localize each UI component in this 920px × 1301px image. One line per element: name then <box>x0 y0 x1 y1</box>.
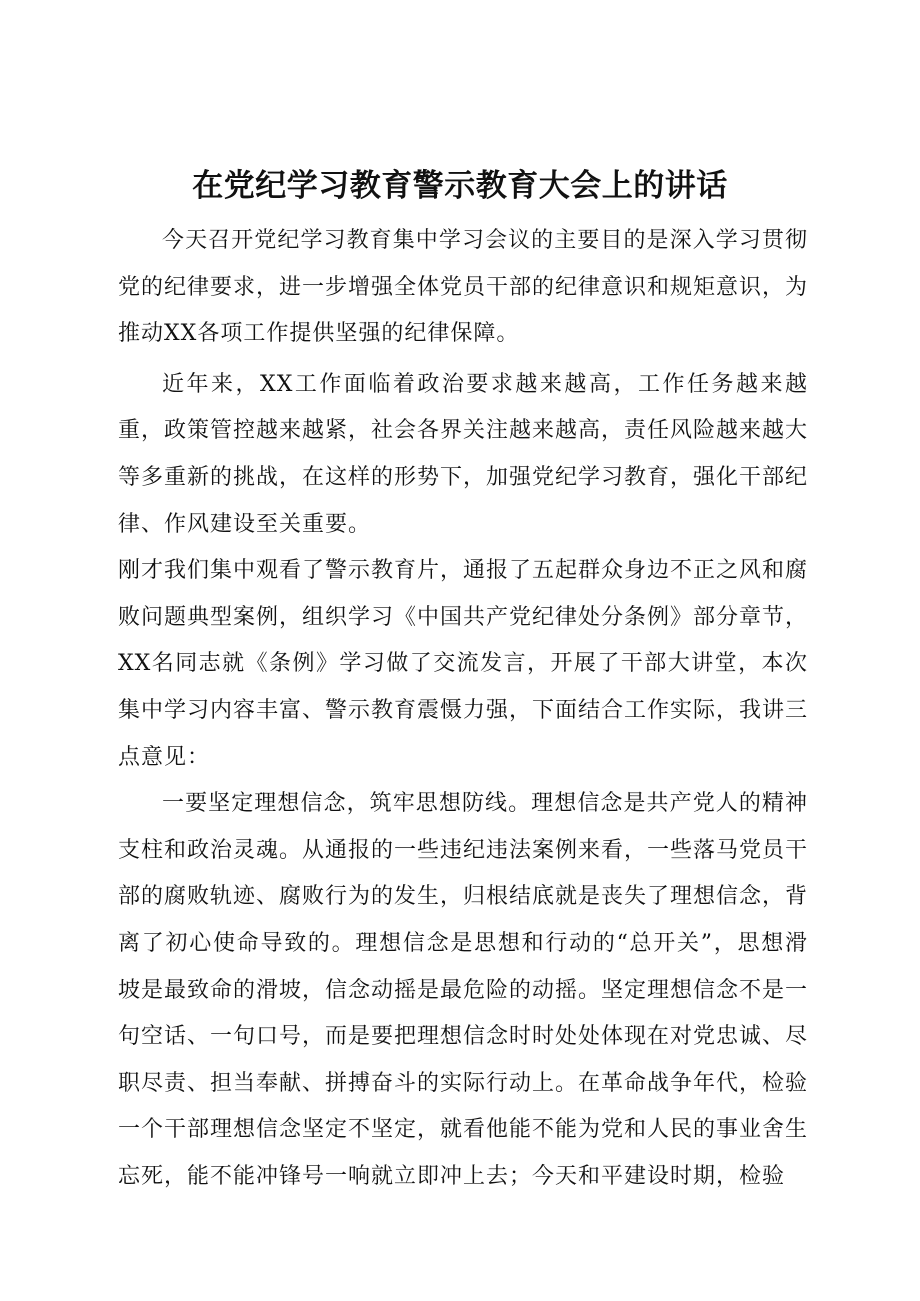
document-title: 在党纪学习教育警示教育大会上的讲话 <box>192 168 728 204</box>
document-body <box>118 218 808 1200</box>
paragraph-intro: 今天召开党纪学习教育集中学习会议的主要目的是深入学习贯彻党的纪律要求，进一步增强全体党员干部的纪律意识和规矩意识，为推动XX各项工作提供坚强的纪律保障。 <box>118 228 809 347</box>
paragraph-meeting-summary: 刚才我们集中观看了警示教育片，通报了五起群众身边不正之风和腐败问题典型案例，组织学习《中国共产党纪律处分条例》部分章节，XX名同志就《条例》学习做了交流发言，开展了干部大讲堂，本次集中学习内容丰富、警示教育震慑力强，下面结合工作实际，我讲三点意见： <box>118 558 809 770</box>
paragraph-point-one: 一要坚定理想信念，筑牢思想防线。理想信念是共产党人的精神支柱和政治灵魂。从通报的一些违纪违法案例来看，一些落马党员干部的腐败轨迹、腐败行为的发生，归根结底就是丧失了理想信念，背离了初心使命导致的。理想信念是思想和行动的“总开关”，思想滑坡是最致命的滑坡，信念动摇是最危险的动摇。坚定理想信念不是一句空话、一句口号，而是要把理想信念时时处处体现在对党忠诚、尽职尽责、担当奉献、拼搏奋斗的实际行动上。在革命战争年代，检验一个干部理想信念坚定不坚定，就看他能不能为党和人民的事业舍生忘死，能不能冲锋号一响就立即冲上去；今天和平建设时期，检验 <box>118 791 809 1189</box>
paragraph-background: 近年来，XX工作面临着政治要求越来越高，工作任务越来越重，政策管控越来越紧，社会各界关注越来越高，责任风险越来越大等多重新的挑战，在这样的形势下，加强党纪学习教育，强化干部纪律、作风建设至关重要。 <box>118 371 809 537</box>
